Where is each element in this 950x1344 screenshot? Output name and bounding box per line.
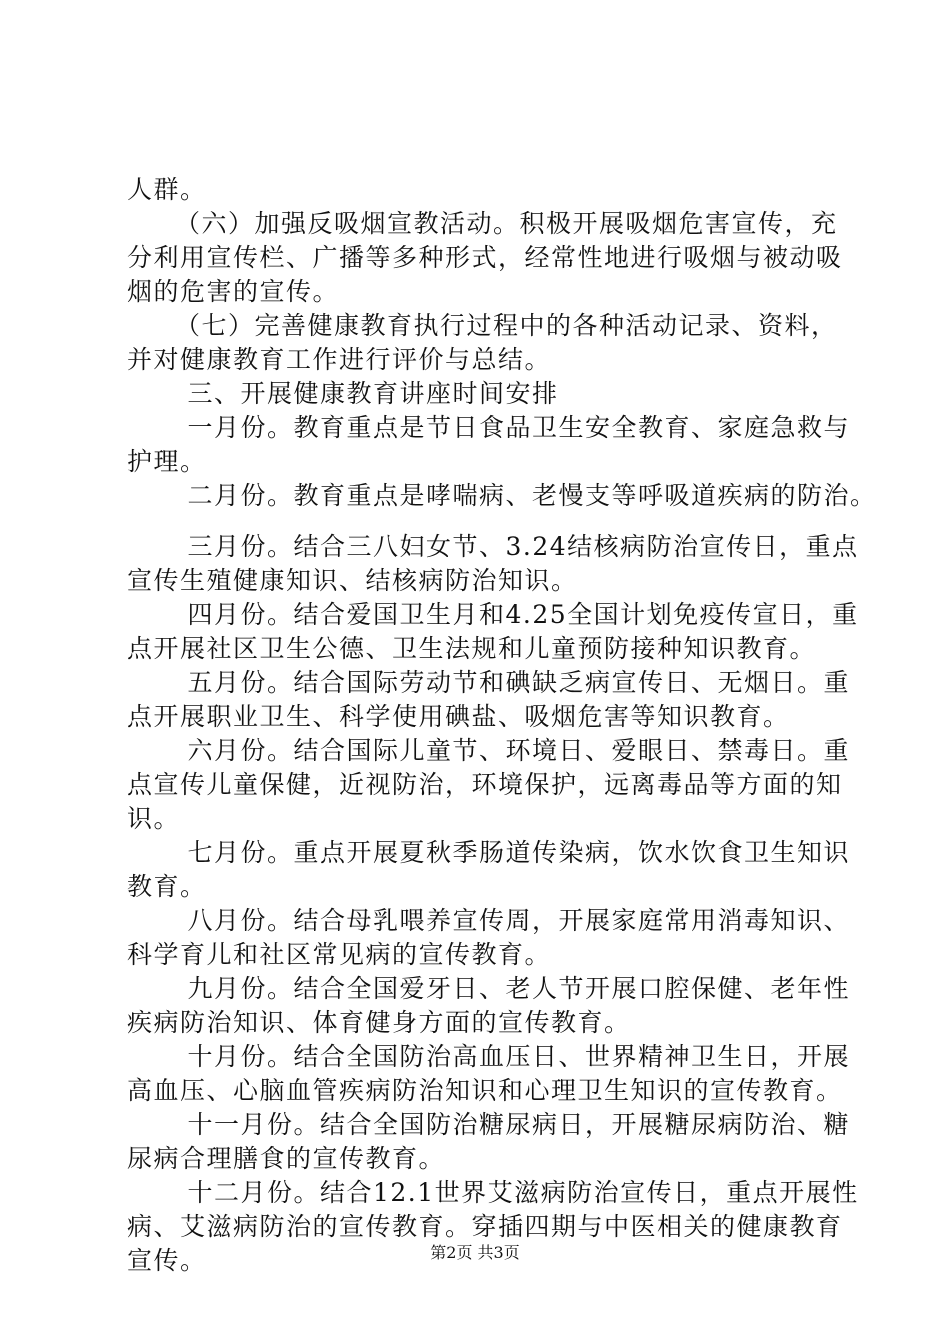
body-text-line: 点宣传儿童保健，近视防治，环境保护，远离毒品等方面的知 <box>127 770 843 799</box>
body-text-line: 人群。 <box>127 175 207 204</box>
body-text-line: 十一月份。结合全国防治糖尿病日，开展糖尿病防治、糖 <box>161 1110 851 1139</box>
body-text-line: 七月份。重点开展夏秋季肠道传染病，饮水饮食卫生知识 <box>161 838 851 867</box>
body-text-line: 护理。 <box>127 447 207 476</box>
body-text-line: 烟的危害的宣传。 <box>127 277 340 306</box>
body-text-line: 九月份。结合全国爱牙日、老人节开展口腔保健、老年性 <box>161 974 851 1003</box>
body-text-line: 分利用宣传栏、广播等多种形式，经常性地进行吸烟与被动吸 <box>127 243 843 272</box>
body-text-line: （六）加强反吸烟宣教活动。积极开展吸烟危害宣传，充 <box>161 209 838 238</box>
body-text-line: 识。 <box>127 804 181 833</box>
page-number-footer: 第2页 共3页 <box>430 1243 520 1262</box>
body-text-line: 科学育儿和社区常见病的宣传教育。 <box>127 940 552 969</box>
body-text-line: 尿病合理膳食的宣传教育。 <box>127 1144 446 1173</box>
section-heading: 三、开展健康教育讲座时间安排 <box>161 379 559 408</box>
body-text-line: 二月份。教育重点是哮喘病、老慢支等呼吸道疾病的防治。 <box>161 481 877 510</box>
body-text-line: （七）完善健康教育执行过程中的各种活动记录、资料， <box>161 311 838 340</box>
body-text-line: 宣传生殖健康知识、结核病防治知识。 <box>127 566 578 595</box>
body-text-line: 点开展社区卫生公德、卫生法规和儿童预防接种知识教育。 <box>127 634 817 663</box>
body-text-line: 教育。 <box>127 872 207 901</box>
body-text-line: 四月份。结合爱国卫生月和4.25全国计划免疫传宣日，重 <box>161 600 859 629</box>
body-text-line: 六月份。结合国际儿童节、环境日、爱眼日、禁毒日。重 <box>161 736 851 765</box>
body-text-line: 高血压、心脑血管疾病防治知识和心理卫生知识的宣传教育。 <box>127 1076 843 1105</box>
body-text-line: 五月份。结合国际劳动节和碘缺乏病宣传日、无烟日。重 <box>161 668 851 697</box>
body-text-line: 宣传。 <box>127 1246 207 1275</box>
body-text-line: 八月份。结合母乳喂养宣传周，开展家庭常用消毒知识、 <box>161 906 851 935</box>
body-text-line: 疾病防治知识、体育健身方面的宣传教育。 <box>127 1008 631 1037</box>
body-text-line: 一月份。教育重点是节日食品卫生安全教育、家庭急救与 <box>161 413 851 442</box>
body-text-line: 三月份。结合三八妇女节、3.24结核病防治宣传日，重点 <box>161 532 859 561</box>
body-text-line: 病、艾滋病防治的宣传教育。穿插四期与中医相关的健康教育 <box>127 1212 843 1241</box>
body-text-line: 十二月份。结合12.1世界艾滋病防治宣传日，重点开展性 <box>161 1178 859 1207</box>
body-text-line: 并对健康教育工作进行评价与总结。 <box>127 345 552 374</box>
body-text-line: 点开展职业卫生、科学使用碘盐、吸烟危害等知识教育。 <box>127 702 790 731</box>
body-text-line: 十月份。结合全国防治高血压日、世界精神卫生日，开展 <box>161 1042 851 1071</box>
